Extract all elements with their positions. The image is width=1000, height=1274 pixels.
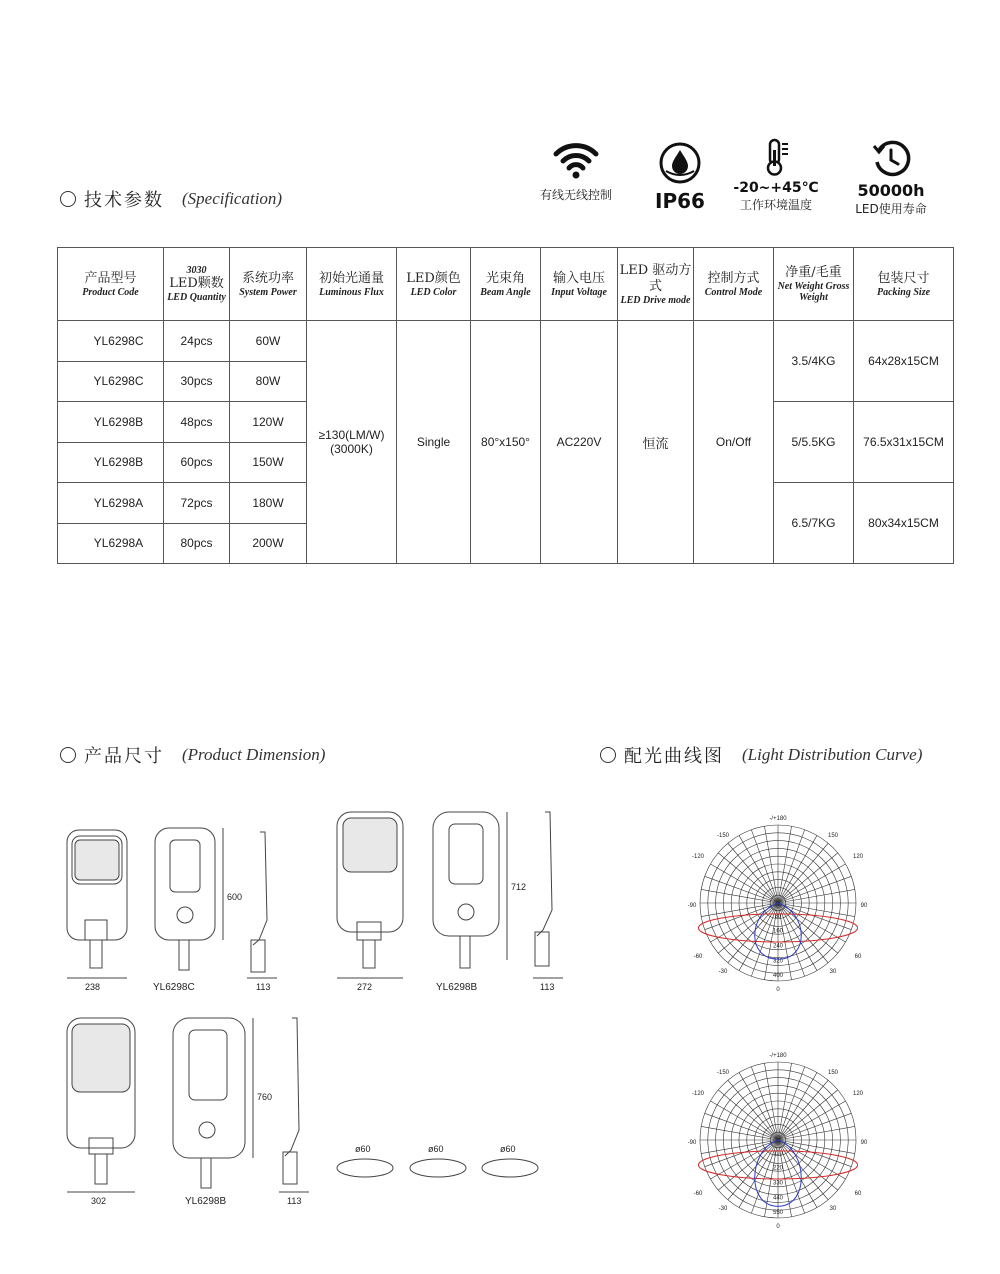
polar-angle-label: 120	[852, 1091, 864, 1097]
header-beam-angle: 光束角 Beam Angle	[471, 248, 541, 321]
polar-angle-label: -30	[718, 969, 728, 975]
cell-code: YL6298C	[58, 321, 164, 362]
cell-flux: ≥130(LM/W) (3000K)	[307, 321, 397, 564]
lifetime-value: 50000h	[857, 181, 925, 200]
dim-c-width: 238	[85, 982, 101, 992]
table-row	[58, 321, 954, 362]
cell-qty: 24pcs	[164, 321, 230, 362]
cell-power: 200W	[230, 523, 307, 564]
polar-angle-label: -90	[687, 1140, 697, 1146]
polar-angle-label: -60	[693, 954, 703, 960]
polar-angle-label: -30	[718, 1206, 728, 1212]
cell-color: Single	[397, 321, 471, 564]
dim-a-side: 113	[287, 1196, 302, 1206]
dimension-section-title	[60, 742, 325, 768]
model-a-front-view	[67, 1018, 135, 1192]
cell-weight: 6.5/7KG	[774, 483, 854, 564]
polar-radius-label: 220	[772, 1165, 784, 1172]
cell-qty: 60pcs	[164, 442, 230, 483]
cell-drive: 恒流	[618, 321, 694, 564]
polar-angle-label: 90	[860, 903, 868, 909]
polar-angle-label: 0	[776, 987, 780, 993]
dim-a-width: 302	[91, 1196, 107, 1206]
cell-power: 180W	[230, 483, 307, 524]
polar-angle-label: -/+180	[769, 816, 787, 822]
cell-code: YL6298A	[58, 483, 164, 524]
lifetime-clock-icon	[871, 140, 911, 178]
polar-angle-label: -150	[716, 1070, 730, 1076]
polar-angle-label: -150	[716, 833, 730, 839]
dim-c-model: YL6298C	[153, 982, 195, 993]
thermometer-icon	[761, 138, 791, 176]
polar-radius-label: 160	[772, 928, 784, 935]
bullet-circle-icon	[60, 747, 76, 763]
polar-angle-label: 30	[829, 1206, 837, 1212]
ip66-label: IP66	[655, 189, 705, 213]
dim-c-height: 600	[227, 892, 243, 902]
spec-title-en: (Specification)	[182, 189, 283, 208]
cell-weight: 5/5.5KG	[774, 402, 854, 483]
spec-table	[57, 247, 954, 564]
cell-packing: 80x34x15CM	[854, 483, 954, 564]
polar-angle-label: -90	[687, 903, 697, 909]
polar-angle-label: 30	[829, 969, 837, 975]
polar-radius-label: 550	[772, 1210, 784, 1217]
dim-b-side: 113	[540, 982, 555, 992]
model-c-side-view	[247, 832, 277, 978]
header-packing-size: 包装尺寸 Packing Size	[854, 248, 954, 321]
model-b-back-view	[433, 812, 507, 968]
model-b-side-view	[533, 812, 563, 978]
dim-c-side: 113	[256, 982, 271, 992]
polar-radius-label: 400	[772, 973, 784, 980]
cell-packing: 76.5x31x15CM	[854, 402, 954, 483]
bullet-circle-icon	[60, 191, 76, 207]
cell-beam: 80°x150°	[471, 321, 541, 564]
polar-angle-label: -120	[691, 1091, 705, 1097]
cell-qty: 30pcs	[164, 361, 230, 402]
header-product-code: 产品型号 Product Code	[58, 248, 164, 321]
header-input-voltage: 输入电压 Input Voltage	[541, 248, 618, 321]
header-led-color: LED颜色 LED Color	[397, 248, 471, 321]
cell-voltage: AC220V	[541, 321, 618, 564]
cell-power: 120W	[230, 402, 307, 443]
light-distribution-polar-2	[668, 1040, 888, 1240]
polar-radius-label: 240	[772, 943, 784, 950]
model-c-back-view	[155, 828, 223, 970]
dimension-title-en: (Product Dimension)	[182, 745, 326, 764]
header-led-quantity: 3030 LED颗数 LED Quantity	[164, 248, 230, 321]
cell-weight: 3.5/4KG	[774, 321, 854, 402]
pole-clamp-details	[337, 1159, 538, 1177]
polar-angle-label: -/+180	[769, 1053, 787, 1059]
cell-code: YL6298B	[58, 442, 164, 483]
polar-angle-label: 150	[827, 833, 839, 839]
dim-pole-diameter-2: ø60	[428, 1144, 444, 1154]
model-c-front-view	[67, 830, 127, 978]
feature-ip66	[650, 141, 710, 213]
feature-lifetime	[845, 140, 937, 217]
polar-angle-label: 90	[860, 1140, 868, 1146]
dim-b-model: YL6298B	[436, 982, 478, 993]
polar-radius-label: 110	[773, 1150, 783, 1157]
cell-code: YL6298C	[58, 361, 164, 402]
header-weight: 净重/毛重 Net Weight Gross Weight	[774, 248, 854, 321]
curve-title-en: (Light Distribution Curve)	[742, 745, 923, 764]
curve-title-cn: 配光曲线图	[624, 746, 724, 767]
dim-a-model: YL6298B	[185, 1196, 227, 1207]
cell-code: YL6298A	[58, 523, 164, 564]
dim-b-width: 272	[357, 982, 373, 992]
header-drive-mode: LED 驱动方式 LED Drive mode	[618, 248, 694, 321]
cell-control: On/Off	[694, 321, 774, 564]
dimension-drawings	[55, 800, 600, 1220]
model-b-front-view	[337, 812, 403, 978]
spec-section-title	[60, 186, 282, 212]
waterproof-icon	[658, 141, 702, 185]
wifi-icon	[553, 140, 599, 180]
polar-angle-label: -60	[693, 1191, 703, 1197]
dim-pole-diameter-3: ø60	[500, 1144, 516, 1154]
polar-radius-label: 440	[772, 1195, 784, 1202]
cell-packing: 64x28x15CM	[854, 321, 954, 402]
polar-angle-label: 120	[852, 854, 864, 860]
lifetime-label: LED使用寿命	[855, 202, 927, 216]
cell-power: 150W	[230, 442, 307, 483]
cell-code: YL6298B	[58, 402, 164, 443]
dim-a-height: 760	[257, 1092, 273, 1102]
polar-angle-label: 60	[854, 1191, 862, 1197]
table-header-row	[58, 248, 954, 321]
polar-radius-label: 330	[772, 1180, 784, 1187]
cell-qty: 80pcs	[164, 523, 230, 564]
polar-radius-label: 80	[774, 913, 782, 920]
spec-title-cn: 技术参数	[84, 190, 164, 211]
dimension-title-cn: 产品尺寸	[84, 746, 164, 767]
dim-b-height: 712	[511, 882, 527, 892]
cell-power: 80W	[230, 361, 307, 402]
light-distribution-polar-1	[668, 803, 888, 1003]
polar-angle-label: -120	[691, 854, 705, 860]
header-control-mode: 控制方式 Control Mode	[694, 248, 774, 321]
header-luminous-flux: 初始光通量 Luminous Flux	[307, 248, 397, 321]
cell-power: 60W	[230, 321, 307, 362]
curve-section-title	[600, 742, 922, 768]
dim-pole-diameter-1: ø60	[355, 1144, 371, 1154]
polar-angle-label: 0	[776, 1224, 780, 1230]
bullet-circle-icon	[600, 747, 616, 763]
feature-wireless-label: 有线无线控制	[539, 188, 612, 202]
polar-angle-label: 150	[827, 1070, 839, 1076]
cell-qty: 72pcs	[164, 483, 230, 524]
cell-qty: 48pcs	[164, 402, 230, 443]
model-a-back-view	[173, 1018, 253, 1188]
polar-radius-label: 320	[772, 958, 784, 965]
temperature-label: 工作环境温度	[739, 198, 812, 212]
polar-angle-label: 60	[854, 954, 862, 960]
temperature-range: -20~+45℃	[733, 180, 819, 196]
model-a-side-view	[279, 1018, 309, 1192]
feature-wireless	[530, 140, 622, 203]
header-system-power: 系统功率 System Power	[230, 248, 307, 321]
feature-temperature	[728, 138, 824, 213]
